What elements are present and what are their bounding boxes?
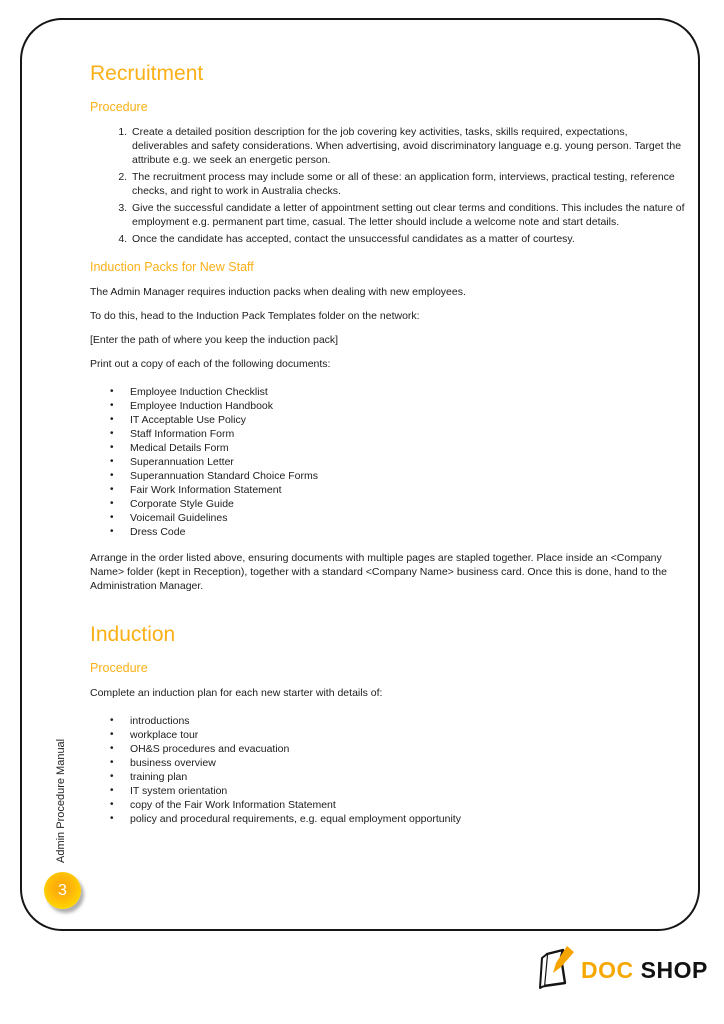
document-list-item: • Superannuation Letter (130, 455, 686, 469)
induction-packs-paragraph: Print out a copy of each of the following documents: (90, 358, 331, 370)
induction-packs-heading: Induction Packs for New Staff (90, 260, 254, 274)
document-list-item: • Staff Information Form (130, 427, 686, 441)
numbered-step: 4. Once the candidate has accepted, contact the unsuccessful candidates as a matter of courtesy. (130, 232, 686, 246)
induction-list-item: • IT system orientation (130, 784, 686, 798)
induction-list-item: • policy and procedural requirements, e.g. equal employment opportunity (130, 812, 686, 826)
induction-items-list (90, 714, 686, 826)
numbered-step: 1. Create a detailed position description for the job covering key activities, tasks, skills required, expectations, deliverables and safety considerations. When advertising, avoid discriminatory language e.g. young person. Target the attribute e.g. we seek an energetic person. (130, 125, 686, 167)
page-number: 3 (58, 881, 67, 899)
section-induction-packs (90, 260, 686, 593)
sidebar-label: Admin Procedure Manual (55, 738, 67, 863)
induction-list-item: • OH&S procedures and evacuation (130, 742, 686, 756)
induction-procedure-heading: Procedure (90, 661, 148, 675)
induction-packs-paragraph: The Admin Manager requires induction packs when dealing with new employees. (90, 286, 466, 298)
recruitment-title: Recruitment (90, 62, 204, 85)
document-page (20, 18, 700, 931)
induction-intro: Complete an induction plan for each new starter with details of: (90, 687, 383, 699)
document-list-item: • Employee Induction Checklist (130, 385, 686, 399)
induction-list-item: • introductions (130, 714, 686, 728)
section-induction (90, 623, 686, 826)
induction-list-item: • business overview (130, 756, 686, 770)
document-list-item: • Fair Work Information Statement (130, 483, 686, 497)
logo-text-shop: SHOP (640, 957, 708, 983)
induction-list-item: • workplace tour (130, 728, 686, 742)
induction-pack-documents-list (90, 385, 686, 539)
induction-title: Induction (90, 623, 176, 646)
recruitment-steps-list (90, 125, 686, 246)
page-number-badge (44, 872, 81, 909)
induction-list-item: • copy of the Fair Work Information Statement (130, 798, 686, 812)
numbered-step: 3. Give the successful candidate a letter of appointment setting out clear terms and conditions. This includes the nature of employment e.g. permanent part time, casual. The letter should include a welcome note and start details. (130, 201, 686, 229)
document-list-item: • Employee Induction Handbook (130, 399, 686, 413)
document-list-item: • Superannuation Standard Choice Forms (130, 469, 686, 483)
doc-shop-logo (536, 946, 708, 995)
logo-text-doc: DOC (581, 957, 634, 983)
document-pencil-icon (536, 946, 578, 995)
document-list-item: • Corporate Style Guide (130, 497, 686, 511)
document-list-item: • IT Acceptable Use Policy (130, 413, 686, 427)
induction-packs-closing: Arrange in the order listed above, ensuring documents with multiple pages are stapled together. Place inside an <Company Name> folder (kept in Reception), together with a standard <Company Name> business card. Once this is done, hand to the Administration Manager. (90, 552, 667, 592)
document-list-item: • Voicemail Guidelines (130, 511, 686, 525)
induction-packs-path-placeholder: [Enter the path of where you keep the induction pack] (90, 334, 339, 346)
induction-packs-paragraph: To do this, head to the Induction Pack Templates folder on the network: (90, 310, 420, 322)
section-recruitment (90, 62, 686, 246)
numbered-step: 2. The recruitment process may include some or all of these: an application form, interviews, practical testing, reference checks, and right to work in Australia checks. (130, 170, 686, 198)
document-list-item: • Dress Code (130, 525, 686, 539)
induction-list-item: • training plan (130, 770, 686, 784)
recruitment-procedure-heading: Procedure (90, 100, 148, 114)
page-content (90, 62, 686, 838)
document-list-item: • Medical Details Form (130, 441, 686, 455)
